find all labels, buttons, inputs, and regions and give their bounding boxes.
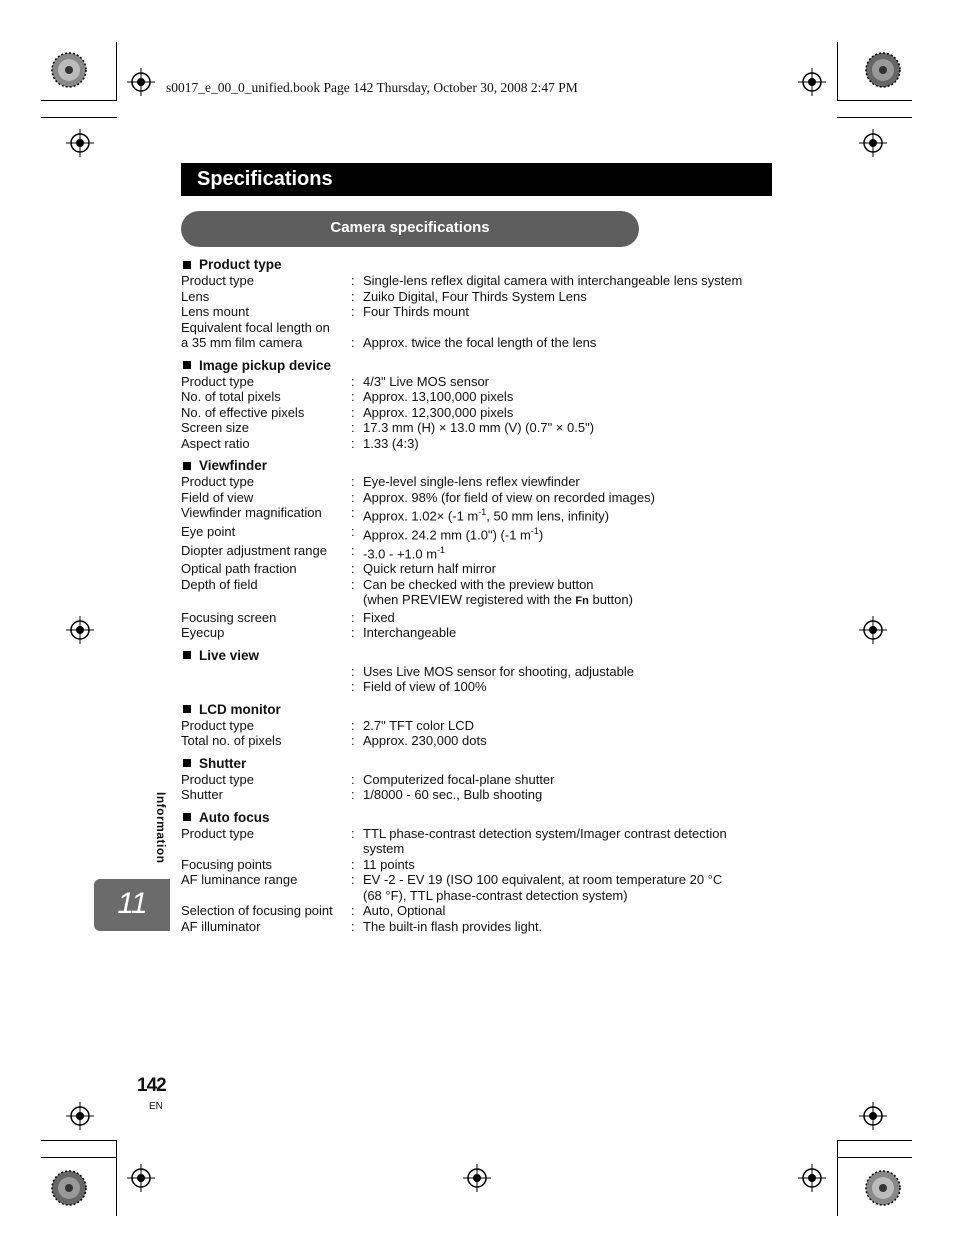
spec-value: 11 points (363, 856, 415, 872)
spec-value: 2.7" TFT color LCD (363, 717, 475, 733)
spec-value: 17.3 mm (H) × 13.0 mm (V) (0.7" × 0.5") (363, 420, 595, 435)
spec-colon: : (351, 872, 355, 888)
spec-label: Aspect ratio (181, 435, 250, 451)
square-bullet-icon (183, 462, 191, 470)
spec-row (181, 919, 781, 935)
registration-mark-icon (859, 616, 887, 644)
registration-mark-icon (66, 1102, 94, 1130)
spec-row (181, 577, 781, 593)
spec-label: Field of view (181, 489, 254, 505)
spec-row (181, 320, 781, 336)
spec-value (363, 320, 781, 336)
spec-row (181, 289, 781, 305)
spec-row (181, 389, 781, 405)
spec-row (181, 718, 781, 734)
page-title: Specifications (197, 168, 333, 190)
spec-colon: : (351, 576, 355, 592)
title-bar (181, 163, 772, 196)
star-target-icon (865, 1170, 901, 1206)
spec-value: 1/8000 - 60 sec., Bulb shooting (363, 787, 543, 803)
spec-section (181, 256, 781, 351)
spec-value: Approx. twice the focal length of the lens (363, 335, 597, 350)
section-heading-text: LCD monitor (199, 701, 281, 717)
spec-colon: : (351, 404, 355, 420)
spec-value: -3.0 - +1.0 $m^{-1}$ (363, 544, 446, 561)
spec-label (181, 679, 351, 695)
spec-label (181, 841, 351, 857)
star-target-icon (51, 52, 87, 88)
spec-value: Approx. 98% (for field of view on recorded images) (363, 489, 655, 505)
spec-value: Fixed (363, 609, 395, 625)
spec-value: 1.33 (4:3) (363, 435, 419, 451)
spec-row (181, 872, 781, 888)
spec-row (181, 610, 781, 626)
spec-row (181, 436, 781, 452)
spec-colon (351, 592, 363, 610)
spec-colon: : (351, 787, 355, 803)
spec-section (181, 755, 781, 803)
chapter-tab (94, 879, 170, 931)
spec-label: Focusing points (181, 856, 273, 872)
section-heading-text: Viewfinder (199, 458, 268, 473)
spec-label: AF illuminator (181, 918, 261, 934)
spec-colon: : (351, 679, 355, 695)
spec-colon: : (351, 373, 355, 389)
spec-label: Viewfinder magnification (181, 505, 322, 520)
spec-colon: : (351, 561, 355, 577)
spec-colon: : (351, 609, 355, 625)
subtitle-pill (181, 211, 639, 247)
spec-value: Field of view of 100% (363, 679, 487, 695)
spec-list (181, 256, 781, 940)
section-heading (181, 256, 781, 273)
square-bullet-icon (183, 651, 191, 659)
spec-section (181, 647, 781, 695)
section-heading (181, 701, 781, 718)
spec-colon: : (351, 489, 355, 505)
spec-row (181, 304, 781, 320)
star-target-icon (865, 52, 901, 88)
spec-label (181, 888, 351, 904)
spec-row (181, 679, 781, 695)
section-heading (181, 755, 781, 772)
spec-section (181, 701, 781, 749)
spec-label: Screen size (181, 420, 249, 435)
spec-colon: : (351, 771, 355, 787)
spec-section (181, 809, 781, 935)
spec-row (181, 505, 781, 524)
spec-colon (351, 888, 363, 904)
section-heading-text: Product type (199, 257, 282, 272)
spec-label: Lens (181, 288, 210, 304)
spec-colon (351, 841, 363, 857)
spec-value: Auto, Optional (363, 903, 446, 919)
registration-mark-icon (859, 129, 887, 157)
spec-label: Diopter adjustment range (181, 542, 327, 558)
spec-label: Product type (181, 474, 254, 489)
spec-label: Eyecup (181, 625, 225, 641)
spec-value: system (363, 841, 405, 857)
section-heading-text: Image pickup device (199, 357, 332, 373)
spec-value: Four Thirds mount (363, 304, 469, 319)
spec-row (181, 273, 781, 289)
spec-value: Approx. 1.02× (-1 $m^{-1}$, 50 mm lens, infinity) (363, 507, 610, 524)
spec-colon: : (351, 825, 355, 841)
spec-colon: : (351, 523, 355, 539)
spec-label: Selection of focusing point (181, 903, 333, 919)
spec-colon: : (351, 903, 355, 919)
spec-label: a 35 mm film camera (181, 335, 303, 350)
side-tab-label: Information (154, 792, 168, 864)
section-heading-text: Auto focus (199, 809, 270, 825)
spec-label: Product type (181, 373, 254, 389)
registration-mark-icon (859, 1102, 887, 1130)
spec-label: Optical path fraction (181, 561, 297, 577)
spec-value: Interchangeable (363, 625, 457, 641)
spec-colon: : (351, 505, 355, 520)
spec-value: EV -2 - EV 19 (ISO 100 equivalent, at room temperature 20 °C (363, 872, 723, 888)
spec-row (181, 561, 781, 577)
spec-colon: : (351, 273, 355, 288)
spec-value: Uses Live MOS sensor for shooting, adjustable (363, 663, 634, 679)
section-heading (181, 457, 781, 474)
spec-value: Zuiko Digital, Four Thirds System Lens (363, 288, 587, 304)
spec-row (181, 857, 781, 873)
spec-label (181, 664, 351, 680)
spec-colon: : (351, 335, 355, 350)
spec-label: No. of effective pixels (181, 404, 305, 420)
spec-row (181, 888, 781, 904)
spec-label: Total no. of pixels (181, 733, 282, 749)
spec-value: Approx. 230,000 dots (363, 733, 487, 749)
spec-row (181, 772, 781, 788)
spec-label: Shutter (181, 787, 223, 803)
registration-mark-icon (66, 129, 94, 157)
spec-value: Computerized focal-plane shutter (363, 771, 555, 787)
spec-value: Approx. 13,100,000 pixels (363, 389, 514, 404)
square-bullet-icon (183, 361, 191, 369)
spec-colon: : (351, 304, 355, 319)
square-bullet-icon (183, 813, 191, 821)
spec-value: Approx. 24.2 mm (1.0") (-1 $m^{-1}$) (363, 525, 544, 543)
square-bullet-icon (183, 705, 191, 713)
registration-mark-icon (463, 1164, 491, 1192)
registration-mark-icon (127, 68, 155, 96)
spec-row (181, 335, 781, 351)
spec-label: Focusing screen (181, 609, 277, 625)
section-heading (181, 647, 781, 664)
spec-value: Eye-level single-lens reflex viewfinder (363, 474, 580, 489)
spec-colon: : (351, 389, 355, 404)
spec-colon: : (351, 474, 355, 489)
spec-label: Depth of field (181, 576, 258, 592)
spec-value: Approx. 12,300,000 pixels (363, 404, 514, 420)
section-heading (181, 357, 781, 374)
square-bullet-icon (183, 759, 191, 767)
spec-label: Product type (181, 825, 254, 841)
spec-value: 4/3" Live MOS sensor (363, 373, 490, 389)
spec-label: No. of total pixels (181, 389, 281, 404)
section-heading (181, 809, 781, 826)
spec-colon: : (351, 663, 355, 679)
spec-row (181, 787, 781, 803)
spec-label (181, 592, 351, 610)
spec-value: The built-in flash provides light. (363, 918, 543, 934)
spec-value: TTL phase-contrast detection system/Imager contrast detection (363, 825, 727, 841)
spec-value: (when PREVIEW registered with the Fn button) (363, 592, 633, 608)
spec-row (181, 903, 781, 919)
spec-value: Single-lens reflex digital camera with interchangeable lens system (363, 273, 743, 288)
spec-row (181, 733, 781, 749)
spec-row (181, 664, 781, 680)
spec-section (181, 457, 781, 641)
section-heading-text: Shutter (199, 755, 247, 771)
spec-label: Eye point (181, 523, 236, 539)
spec-colon: : (351, 733, 355, 749)
spec-colon: : (351, 288, 355, 304)
spec-row (181, 625, 781, 641)
spec-row (181, 374, 781, 390)
star-target-icon (51, 1170, 87, 1206)
registration-mark-icon (127, 1164, 155, 1192)
chapter-number: 11 (117, 887, 147, 920)
spec-row (181, 543, 781, 562)
spec-colon: : (351, 420, 355, 435)
spec-row (181, 841, 781, 857)
registration-mark-icon (798, 1164, 826, 1192)
spec-row (181, 490, 781, 506)
spec-row (181, 826, 781, 842)
spec-label: Equivalent focal length on (181, 319, 330, 335)
spec-value: (68 °F), TTL phase-contrast detection system) (363, 887, 628, 903)
spec-section (181, 357, 781, 452)
spec-row (181, 592, 781, 610)
spec-colon: : (351, 918, 355, 934)
registration-mark-icon (66, 616, 94, 644)
spec-colon: : (351, 435, 355, 451)
registration-mark-icon (798, 68, 826, 96)
square-bullet-icon (183, 261, 191, 269)
language-code: EN (149, 1101, 163, 1112)
spec-value: Quick return half mirror (363, 561, 496, 577)
section-subtitle: Camera specifications (330, 219, 490, 236)
section-heading-text: Live view (199, 647, 260, 663)
spec-label: Product type (181, 717, 254, 733)
spec-colon: : (351, 856, 355, 872)
spec-label: Lens mount (181, 304, 249, 319)
spec-row (181, 474, 781, 490)
spec-value: Can be checked with the preview button (363, 576, 594, 592)
spec-label: Product type (181, 771, 254, 787)
book-info-header: s0017_e_00_0_unified.book Page 142 Thursday, October 30, 2008 2:47 PM (166, 80, 578, 95)
spec-row (181, 524, 781, 543)
spec-colon: : (351, 717, 355, 733)
spec-row (181, 405, 781, 421)
spec-colon: : (351, 542, 355, 558)
spec-colon: : (351, 625, 355, 641)
spec-row (181, 420, 781, 436)
spec-label: AF luminance range (181, 872, 298, 888)
spec-label: Product type (181, 273, 254, 288)
page-number: 142 (137, 1075, 166, 1096)
spec-colon (351, 320, 363, 336)
